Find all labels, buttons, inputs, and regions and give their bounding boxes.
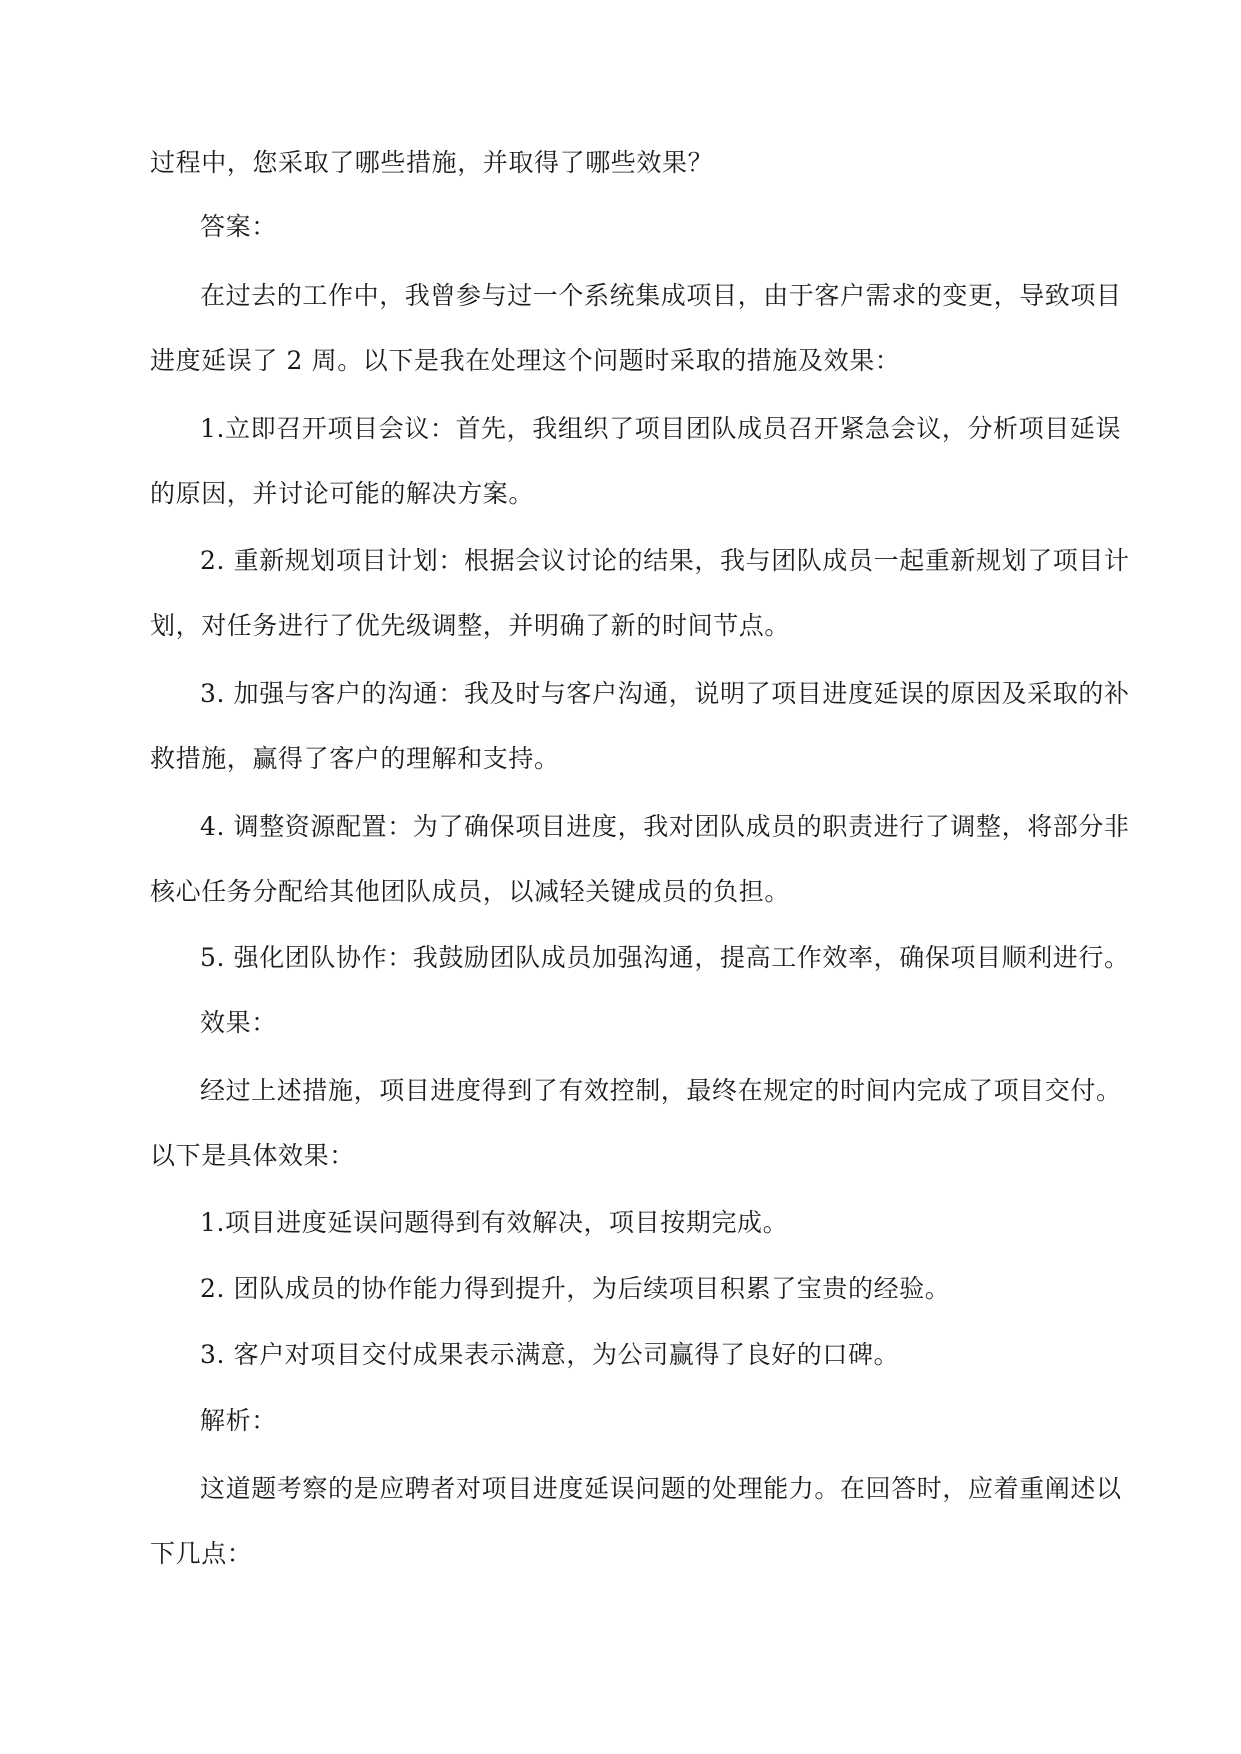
measure-3-line-2: 救措施，赢得了客户的理解和支持。 <box>150 744 560 773</box>
answer-intro-line-2: 进度延误了 2 周。以下是我在处理这个问题时采取的措施及效果： <box>150 346 901 375</box>
measure-4-line-2: 核心任务分配给其他团队成员，以减轻关键成员的负担。 <box>150 877 791 906</box>
measure-2-line-2: 划，对任务进行了优先级调整，并明确了新的时间节点。 <box>150 611 791 640</box>
analysis-line-1: 这道题考察的是应聘者对项目进度延误问题的处理能力。在回答时，应着重阐述以 <box>200 1474 1122 1503</box>
measure-2-line-1: 2. 重新规划项目计划：根据会议讨论的结果，我与团队成员一起重新规划了项目计 <box>200 546 1130 575</box>
effect-heading: 效果： <box>200 1008 277 1037</box>
answer-intro-line-1: 在过去的工作中，我曾参与过一个系统集成项目，由于客户需求的变更，导致项目 <box>200 281 1122 310</box>
measure-5-line: 5. 强化团队协作：我鼓励团队成员加强沟通，提高工作效率，确保项目顺利进行。 <box>200 943 1130 972</box>
effect-1-line: 1.项目进度延误问题得到有效解决，项目按期完成。 <box>200 1208 789 1237</box>
measure-4-line-1: 4. 调整资源配置：为了确保项目进度，我对团队成员的职责进行了调整，将部分非 <box>200 812 1130 841</box>
effect-2-line: 2. 团队成员的协作能力得到提升，为后续项目积累了宝贵的经验。 <box>200 1274 951 1303</box>
measure-1-line-1: 1.立即召开项目会议：首先，我组织了项目团队成员召开紧急会议，分析项目延误 <box>200 414 1122 443</box>
effect-intro-line-2: 以下是具体效果： <box>150 1141 355 1170</box>
effect-intro-line-1: 经过上述措施，项目进度得到了有效控制，最终在规定的时间内完成了项目交付。 <box>200 1076 1122 1105</box>
measure-1-line-2: 的原因，并讨论可能的解决方案。 <box>150 479 535 508</box>
analysis-heading: 解析： <box>200 1406 277 1435</box>
measure-3-line-1: 3. 加强与客户的沟通：我及时与客户沟通，说明了项目进度延误的原因及采取的补 <box>200 679 1130 708</box>
continued-question-line: 过程中，您采取了哪些措施，并取得了哪些效果？ <box>150 148 714 177</box>
answer-heading: 答案： <box>200 212 277 241</box>
effect-3-line: 3. 客户对项目交付成果表示满意，为公司赢得了良好的口碑。 <box>200 1340 900 1369</box>
analysis-line-2: 下几点： <box>150 1539 253 1568</box>
